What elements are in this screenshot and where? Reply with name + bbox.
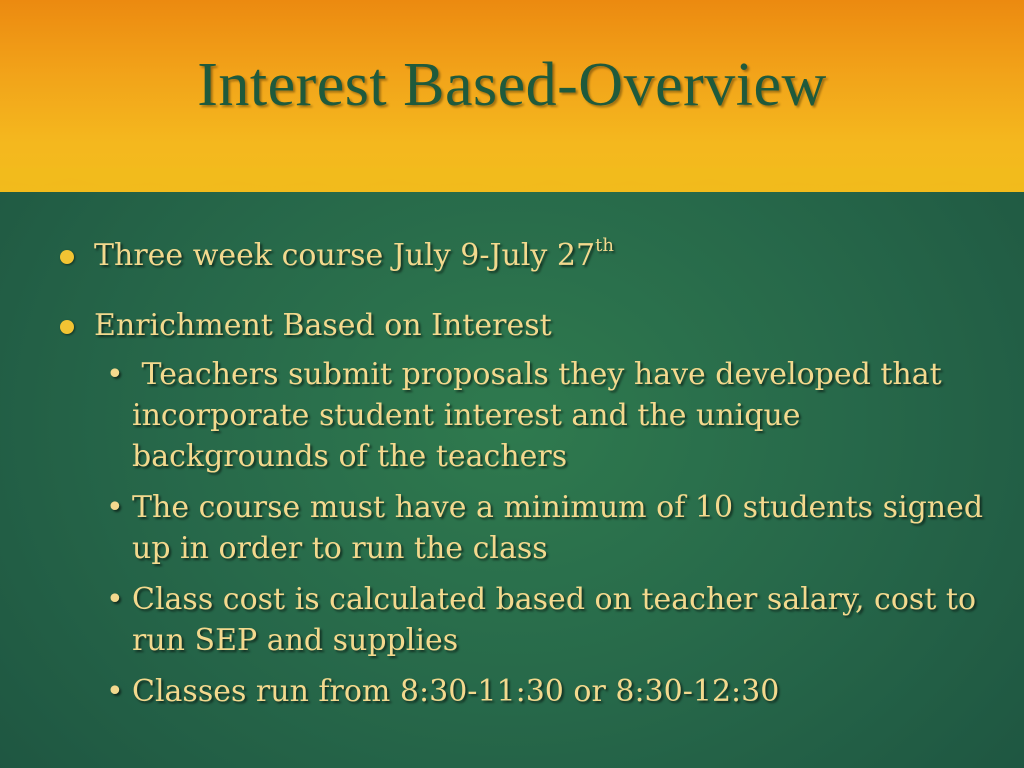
bullet-dot-icon (60, 320, 74, 334)
bullet-list (60, 236, 990, 722)
sub-bullet-text: Class cost is calculated based on teacher salary, cost to run SEP and supplies (132, 582, 977, 658)
bullet-item (60, 236, 990, 276)
sub-bullet-dot-icon: • (106, 357, 124, 392)
ordinal-superscript: th (595, 235, 614, 256)
sub-bullet-dot-icon: • (106, 490, 124, 525)
sub-bullet-item (106, 671, 990, 712)
bullet-text: Three week course July 9-July 27 (94, 238, 596, 273)
sub-bullet-dot-icon: • (106, 582, 124, 617)
sub-bullet-text: Teachers submit proposals they have developed that incorporate student interest and the unique backgrounds of the teachers (132, 357, 952, 474)
sub-bullet-item (106, 579, 990, 661)
sub-bullet-list (106, 354, 990, 712)
slide-title: Interest Based-Overview (197, 51, 827, 119)
sub-bullet-text: Classes run from 8:30-11:30 or 8:30-12:30 (132, 674, 780, 709)
sub-bullet-text: The course must have a minimum of 10 students signed up in order to run the class (132, 490, 984, 566)
torn-edge (0, 168, 1024, 208)
bullet-text: Enrichment Based on Interest (94, 308, 552, 343)
bullet-item (60, 306, 990, 346)
sub-bullet-dot-icon: • (106, 674, 124, 709)
sub-bullet-item (106, 487, 990, 569)
bullet-dot-icon (60, 250, 74, 264)
sub-bullet-item (106, 354, 990, 477)
